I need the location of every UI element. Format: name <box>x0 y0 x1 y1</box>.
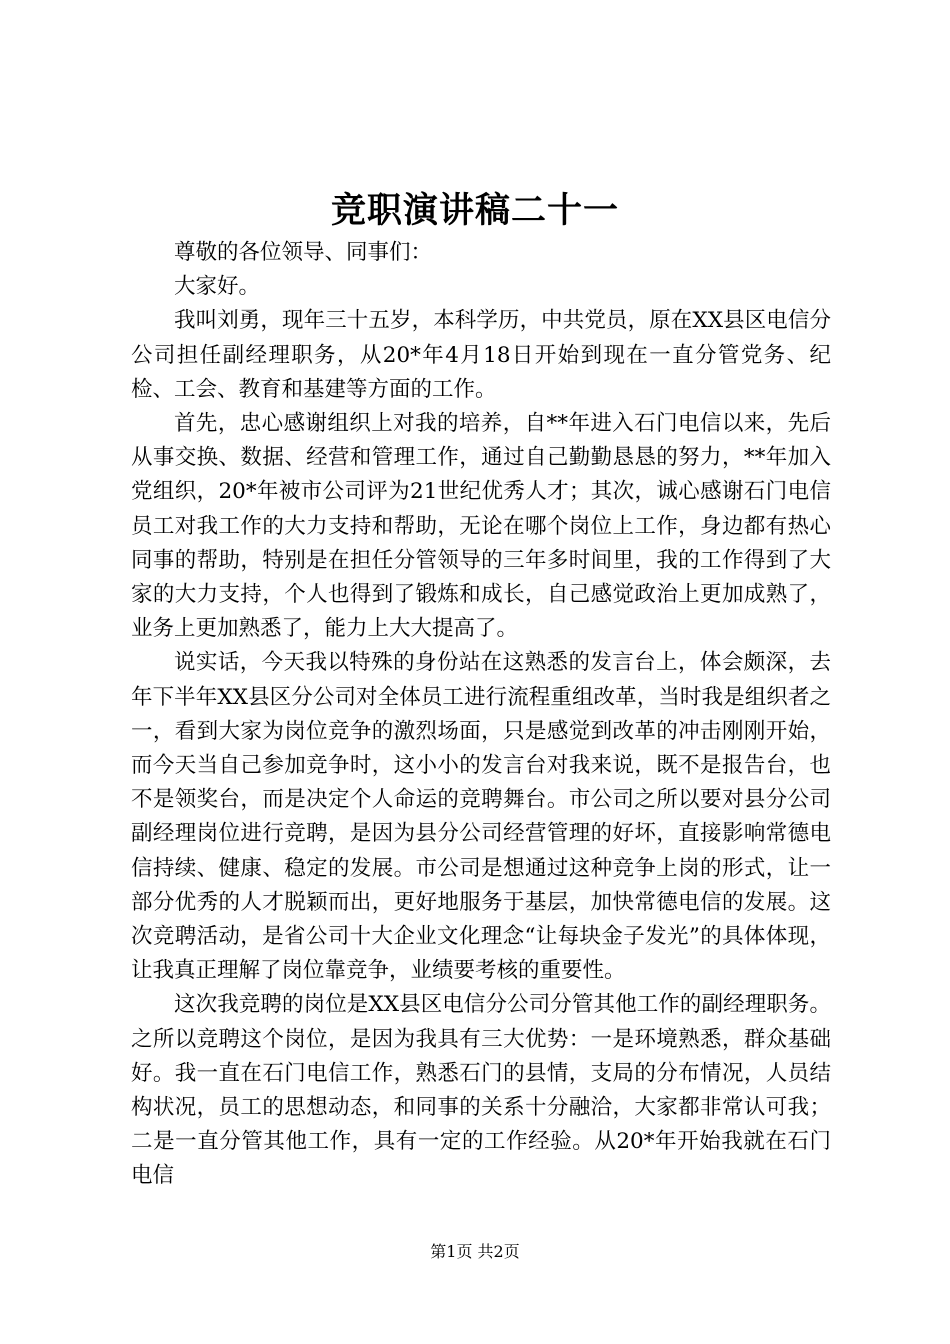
document-body <box>131 236 831 1194</box>
reflection-paragraph: 说实话，今天我以特殊的身份站在这熟悉的发言台上，体会颇深，去年下半年XX县区分公司对全体员工进行流程重组改革，当时我是组织者之一，看到大家为岗位竞争的激烈场面，只是感觉到改革的冲击刚刚开始，而今天当自己参加竞争时，这小小的发言台对我来说，既不是报告台，也不是领奖台，而是决定个人命运的竞聘舞台。市公司之所以要对县分公司副经理岗位进行竞聘，是因为县分公司经营管理的好坏，直接影响常德电信持续、健康、稳定的发展。市公司是想通过这种竞争上岗的形式，让一部分优秀的人才脱颖而出，更好地服务于基层，加快常德电信的发展。这次竞聘活动，是省公司十大企业文化理念“让每块金子发光”的具体体现，让我真正理解了岗位靠竞争，业绩要考核的重要性。 <box>131 650 831 984</box>
gratitude-paragraph: 首先，忠心感谢组织上对我的培养，自**年进入石门电信以来，先后从事交换、数据、经营和管理工作，通过自己勤勤恳恳的努力，**年加入党组织，20*年被市公司评为21世纪优秀人才；其次，诚心感谢石门电信员工对我工作的大力支持和帮助，无论在哪个岗位上工作，身边都有热心同事的帮助，特别是在担任分管领导的三年多时间里，我的工作得到了大家的大力支持，个人也得到了锻炼和成长，自己感觉政治上更加成熟了，业务上更加熟悉了，能力上大大提高了。 <box>131 411 831 642</box>
position-paragraph: 这次我竞聘的岗位是XX县区电信分公司分管其他工作的副经理职务。之所以竞聘这个岗位，是因为我具有三大优势：一是环境熟悉，群众基础好。我一直在石门电信工作，熟悉石门的县情，支局的分布情况，人员结构状况，员工的思想动态，和同事的关系十分融洽，大家都非常认可我；二是一直分管其他工作，具有一定的工作经验。从20*年开始我就在石门电信 <box>131 992 831 1189</box>
introduction-paragraph: 我叫刘勇，现年三十五岁，本科学历，中共党员，原在XX县区电信分公司担任副经理职务，从20*年4月18日开始到现在一直分管党务、纪检、工会、教育和基建等方面的工作。 <box>131 308 831 402</box>
document-title: 竞职演讲稿二十一 <box>330 190 619 231</box>
salutation-paragraph: 尊敬的各位领导、同事们： <box>174 240 433 265</box>
page-number-footer: 第1页 共2页 <box>430 1242 520 1261</box>
greeting-paragraph: 大家好。 <box>174 274 261 300</box>
